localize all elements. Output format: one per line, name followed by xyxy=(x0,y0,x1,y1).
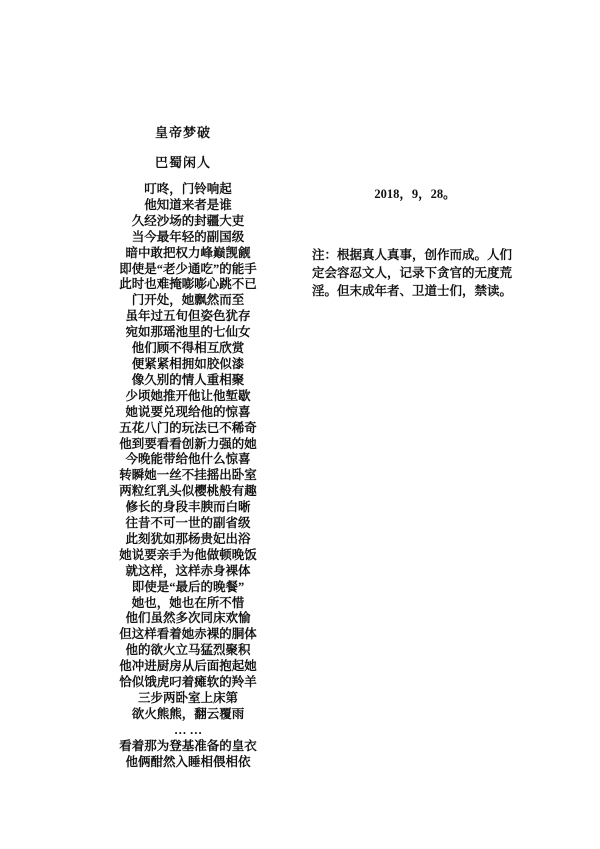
poem-line: 门开处，她飘然而至 xyxy=(131,293,245,308)
poem-line: 虽年过五旬但姿色犹存 xyxy=(125,309,251,324)
poem-line: 宛如那瑶池里的七仙女 xyxy=(125,325,251,340)
poem-line: 像久别的情人重相聚 xyxy=(131,372,245,387)
poem-line: 两粒红乳头似樱桃般有趣 xyxy=(119,484,257,499)
poem-line: 即使是“最后的晚餐” xyxy=(131,579,245,594)
poem-title: 皇帝梦破 xyxy=(154,125,211,140)
date-text: 2018，9，28。 xyxy=(374,187,456,201)
poem-line: 但这样看着她赤裸的胴体 xyxy=(119,627,257,642)
poem-line: 今晚能带给他什么惊喜 xyxy=(125,452,251,467)
poem-line: 少顷她推开他让他堑歇 xyxy=(125,388,251,403)
poem-line: 他到要看看创新力强的她 xyxy=(119,436,257,451)
poem-line: 当今最年轻的副国级 xyxy=(131,229,245,244)
note-line: 定会容忍文人，记录下贪官的无度荒 xyxy=(312,266,513,280)
poem-line: … … xyxy=(173,722,203,737)
note-paragraph xyxy=(312,246,513,300)
poem-line: 暗中敢把权力峰巅觊觎 xyxy=(125,245,251,260)
poem-line: 他们顾不得相互欣赏 xyxy=(131,341,245,356)
poem-line: 他的欲火立马猛烈聚积 xyxy=(125,643,251,658)
poem-line: 此刻犹如那杨贵妃出浴 xyxy=(125,531,251,546)
poem-line: 久经沙场的封疆大吏 xyxy=(131,213,245,228)
poem-line: 他冲进厨房从后面抱起她 xyxy=(119,659,257,674)
poem-line: 看着那为登基准备的皇衣 xyxy=(119,738,257,753)
poem-line: 他俩酣然入睡相偎相依 xyxy=(125,754,251,769)
note-line: 淫。但末成年者、卫道士们，禁读。 xyxy=(312,284,513,298)
poem-line: 即使是“老少通吃”的能手 xyxy=(119,261,257,276)
poem-line: 她说要兑现给他的惊喜 xyxy=(125,404,251,419)
poem-body xyxy=(48,182,328,771)
poem-author: 巴蜀闲人 xyxy=(154,155,211,170)
poem-line: 他们虽然多次同床欢愉 xyxy=(125,611,251,626)
note-line: 注：根据真人真事，创作而成。人们 xyxy=(312,248,513,262)
poem-line: 修长的身段丰腴而白晰 xyxy=(125,500,251,515)
poem-line: 恰似饿虎叼着瘫软的羚羊 xyxy=(119,675,257,690)
poem-line: 此时也难掩嘭嘭心跳不已 xyxy=(119,277,257,292)
poem-line: 往昔不可一世的副省级 xyxy=(125,516,251,531)
poem-line: 就这样，这样赤身裸体 xyxy=(125,563,251,578)
poem-line: 转瞬她一丝不挂摇出卧室 xyxy=(119,468,257,483)
poem-line: 便紧紧相拥如胶似漆 xyxy=(131,356,245,371)
poem-line: 三步两卧室上床第 xyxy=(137,691,238,705)
poem-line: 她也，她也在所不惜 xyxy=(131,595,245,610)
poem-line: 他知道来者是谁 xyxy=(144,197,232,212)
poem-line: 欲火熊熊，翻云覆雨 xyxy=(131,706,245,721)
poem-line: 她说要亲手为他做顿晚饭 xyxy=(119,547,257,562)
poem-line: 叮咚，门铃响起 xyxy=(144,182,232,196)
poem-line: 五花八门的玩法已不稀奇 xyxy=(119,420,257,435)
